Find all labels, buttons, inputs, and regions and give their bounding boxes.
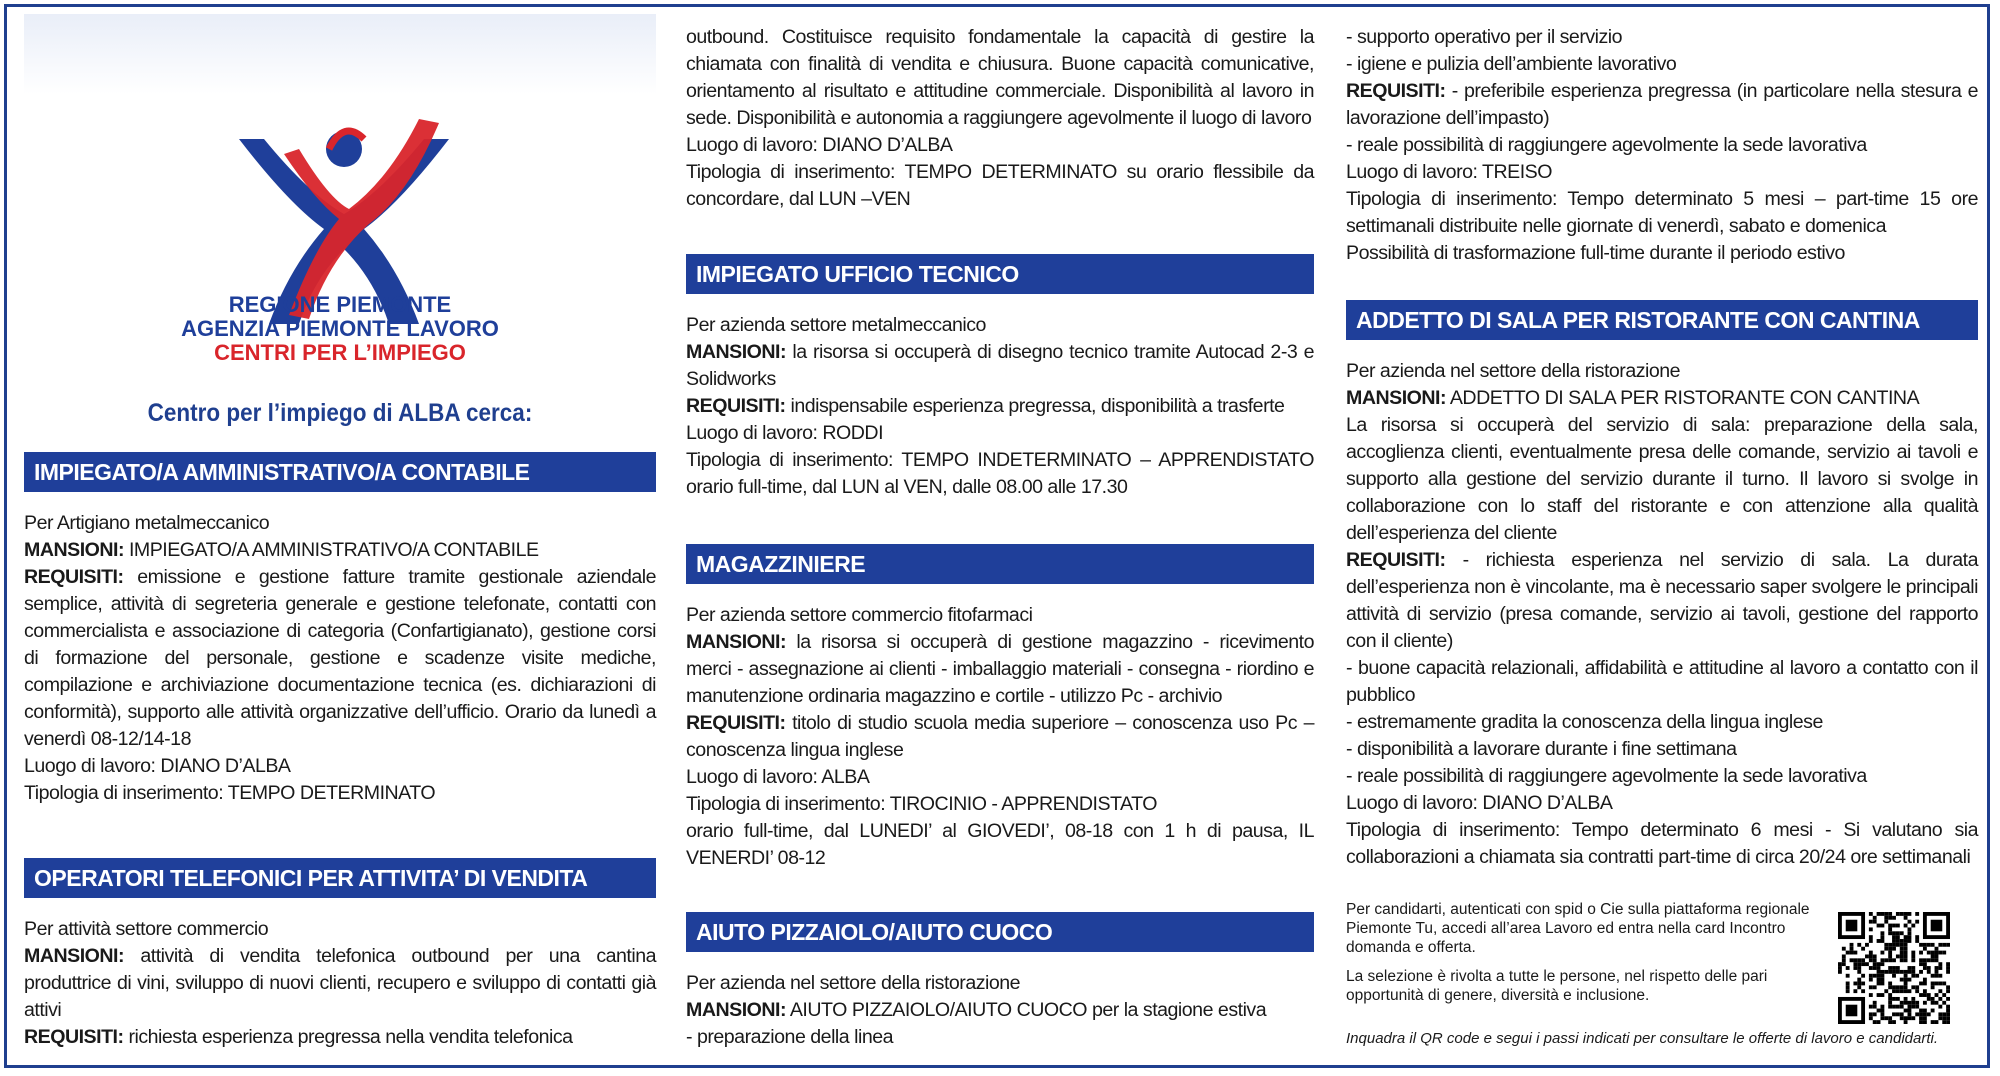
job-intro: Per attività settore commercio bbox=[24, 918, 269, 940]
mansioni-text: AIUTO PIZZAIOLO/AIUTO CUOCO per la stagione estiva bbox=[786, 999, 1267, 1021]
mansioni-label: MANSIONI: bbox=[686, 631, 786, 653]
continued-text: outbound. Costituisce requisito fondamentale la capacità di gestire la chiamata con finalità di vendita e chiusura. Buone capacità comunicative, orientamento al risultato e attitudine commerciale. Disponibilità al lavoro in sede. Disponibilità e autonomia a raggiungere agevolmente il luogo di lavoro bbox=[686, 26, 1314, 129]
continued-line: - supporto operativo per il servizio bbox=[1346, 26, 1623, 48]
requisiti-text: - preferibile esperienza pregressa (in particolare nella stesura e lavorazione dell’impasto) bbox=[1346, 80, 1978, 129]
mansioni-text: IMPIEGATO/A AMMINISTRATIVO/A CONTABILE bbox=[124, 539, 539, 561]
requisiti-label: REQUISITI: bbox=[24, 1026, 124, 1048]
requisiti-line: - disponibilità a lavorare durante i fine settimana bbox=[1346, 738, 1737, 760]
job-operatori-telefonici bbox=[24, 858, 656, 1051]
trasformazione-note: Possibilità di trasformazione full-time durante il periodo estivo bbox=[1346, 242, 1845, 264]
mansioni-label: MANSIONI: bbox=[24, 539, 124, 561]
mansioni-text: attività di vendita telefonica outbound per una cantina produttrice di vini, sviluppo di nuovi clienti, recupero e sviluppo di contatti già attivi bbox=[24, 945, 656, 1021]
tipologia-inserimento: Tipologia di inserimento: TEMPO DETERMINATO su orario flessibile da concordare, dal LUN –VEN bbox=[686, 161, 1314, 210]
luogo-di-lavoro: Luogo di lavoro: DIANO D’ALBA bbox=[24, 755, 291, 777]
job-title: OPERATORI TELEFONICI PER ATTIVITA’ DI VENDITA bbox=[24, 858, 656, 898]
continued-line: - igiene e pulizia dell’ambiente lavorativo bbox=[1346, 53, 1677, 75]
tipologia-inserimento: Tipologia di inserimento: Tempo determinato 5 mesi – part-time 15 ore settimanali distribuite nelle giornate di venerdì, sabato e domenica bbox=[1346, 188, 1978, 237]
application-footer bbox=[1346, 900, 1978, 1047]
requisiti-line-2: - reale possibilità di raggiungere agevolmente la sede lavorativa bbox=[1346, 134, 1867, 156]
luogo-di-lavoro: Luogo di lavoro: TREISO bbox=[1346, 161, 1552, 183]
requisiti-text: emissione e gestione fatture tramite gestionale aziendale semplice, attività di segreteria generale e gestione telefonate, contatti con commercialista e associazione di categoria (Confartigianato), gestione corsi di formazione del personale, gestione e scadenze visite mediche, compilazione e archiviazione documentazione tecnica (es. dichiarazioni di conformità), supporto alle attività organizzative dell’ufficio. Orario da lunedì a venerdì 08-12/14-18 bbox=[24, 566, 656, 750]
requisiti-text: indispensabile esperienza pregressa, disponibilità a trasferte bbox=[785, 395, 1285, 417]
job-title: IMPIEGATO/A AMMINISTRATIVO/A CONTABILE bbox=[24, 452, 656, 492]
qr-code-icon[interactable] bbox=[1838, 912, 1950, 1024]
mansioni-label: MANSIONI: bbox=[1346, 387, 1446, 409]
mansioni-text: ADDETTO DI SALA PER RISTORANTE CON CANTINA bbox=[1446, 387, 1920, 409]
requisiti-label: REQUISITI: bbox=[24, 566, 124, 588]
mansioni-text: la risorsa si occuperà di disegno tecnico tramite Autocad 2-3 e Solidworks bbox=[686, 341, 1314, 390]
luogo-di-lavoro: Luogo di lavoro: ALBA bbox=[686, 766, 870, 788]
requisiti-line: - estremamente gradita la conoscenza della lingua inglese bbox=[1346, 711, 1823, 733]
job-title: IMPIEGATO UFFICIO TECNICO bbox=[686, 254, 1314, 294]
luogo-di-lavoro: Luogo di lavoro: DIANO D’ALBA bbox=[686, 134, 953, 156]
logo-line-1: REGIONE PIEMONTE bbox=[228, 292, 452, 317]
requisiti-line: - reale possibilità di raggiungere agevolmente la sede lavorativa bbox=[1346, 765, 1867, 787]
job-intro: Per azienda settore metalmeccanico bbox=[686, 314, 986, 336]
logo-line-3: CENTRI PER L’IMPIEGO bbox=[214, 340, 466, 365]
page-title: Centro per l’impiego di ALBA cerca: bbox=[147, 399, 533, 427]
job-intro: Per azienda settore commercio fitofarmaci bbox=[686, 604, 1033, 626]
tipologia-inserimento: Tipologia di inserimento: Tempo determinato 6 mesi - Si valutano sia collaborazioni a chiamata sia contratti part-time di circa 20/24 ore settimanali bbox=[1346, 819, 1978, 868]
requisiti-text: richiesta esperienza pregressa nella vendita telefonica bbox=[123, 1026, 573, 1048]
job-impiegato-amministrativo bbox=[24, 452, 656, 807]
equal-opportunity-note: La selezione è rivolta a tutte le persone, nel rispetto delle pari opportunità di genere, diversità e inclusione. bbox=[1346, 968, 1768, 1004]
tipologia-inserimento: Tipologia di inserimento: TEMPO INDETERMINATO – APPRENDISTATO orario full-time, dal LUN al VEN, dalle 08.00 alle 17.30 bbox=[686, 449, 1314, 498]
requisiti-label: REQUISITI: bbox=[1346, 80, 1446, 102]
job-intro: Per azienda nel settore della ristorazione bbox=[1346, 360, 1681, 382]
mansioni-line-2: - preparazione della linea bbox=[686, 1026, 894, 1048]
job-description: La risorsa si occuperà del servizio di sala: preparazione della sala, accoglienza clienti, eventualmente presa delle comande, servizio ai tavoli e supporto alla gestione del servizio durante il turno. Il lavoro si svolge in collaborazione con lo staff del ristorante e con attenzione alla qualità dell’esperienza del cliente bbox=[1346, 414, 1978, 544]
requisiti-text: titolo di studio scuola media superiore – conoscenza uso Pc – conoscenza lingua inglese bbox=[686, 712, 1314, 761]
job-aiuto-pizzaiolo-continued bbox=[1346, 24, 1978, 267]
mansioni-label: MANSIONI: bbox=[24, 945, 124, 967]
application-instructions: Per candidarti, autenticati con spid o Cie sulla piattaforma regionale Piemonte Tu, accedi all’area Lavoro ed entra nella card Incontro domanda e offerta. bbox=[1346, 901, 1810, 956]
requisiti-label: REQUISITI: bbox=[686, 395, 786, 417]
requisiti-label: REQUISITI: bbox=[686, 712, 786, 734]
job-title: MAGAZZINIERE bbox=[686, 544, 1314, 584]
job-intro: Per Artigiano metalmeccanico bbox=[24, 512, 270, 534]
logo-line-2: AGENZIA PIEMONTE LAVORO bbox=[181, 316, 499, 341]
job-title: ADDETTO DI SALA PER RISTORANTE CON CANTINA bbox=[1346, 300, 1978, 340]
job-impiegato-ufficio-tecnico bbox=[686, 254, 1314, 501]
requisiti-label: REQUISITI: bbox=[1346, 549, 1446, 571]
job-title: AIUTO PIZZAIOLO/AIUTO CUOCO bbox=[686, 912, 1314, 952]
luogo-di-lavoro: Luogo di lavoro: DIANO D’ALBA bbox=[1346, 792, 1613, 814]
qr-instructions: Inquadra il QR code e segui i passi indicati per consultare le offerte di lavoro e candidarti. bbox=[1346, 1030, 1938, 1047]
requisiti-line: - buone capacità relazionali, affidabilità e attitudine al lavoro a contatto con il pubblico bbox=[1346, 657, 1978, 706]
job-addetto-di-sala bbox=[1346, 300, 1978, 871]
luogo-di-lavoro: Luogo di lavoro: RODDI bbox=[686, 422, 884, 444]
job-intro: Per azienda nel settore della ristorazione bbox=[686, 972, 1021, 994]
job-operatori-telefonici-continued bbox=[686, 24, 1314, 213]
job-magazziniere bbox=[686, 544, 1314, 872]
mansioni-label: MANSIONI: bbox=[686, 341, 786, 363]
mansioni-label: MANSIONI: bbox=[686, 999, 786, 1021]
requisiti-text: - richiesta esperienza nel servizio di sala. La durata dell’esperienza non è vincolante, ma è necessario saper svolgere le principali attività di servizio (presa comande, servizio ai tavoli, gestione del rapporto con il cliente) bbox=[1346, 549, 1978, 652]
tipologia-inserimento: Tipologia di inserimento: TIROCINIO - APPRENDISTATO bbox=[686, 793, 1158, 815]
regione-piemonte-logo bbox=[24, 14, 656, 384]
tipologia-inserimento: Tipologia di inserimento: TEMPO DETERMINATO bbox=[24, 782, 436, 804]
mansioni-text: la risorsa si occuperà di gestione magazzino - ricevimento merci - assegnazione ai clienti - imballaggio materiali - consegna - riordino e manutenzione ordinaria magazzino e cortile - utilizzo Pc - archivio bbox=[686, 631, 1314, 707]
job-aiuto-pizzaiolo bbox=[686, 912, 1314, 1051]
orario: orario full-time, dal LUNEDI’ al GIOVEDI’, 08-18 con 1 h di pausa, IL VENERDI’ 08-12 bbox=[686, 820, 1314, 869]
